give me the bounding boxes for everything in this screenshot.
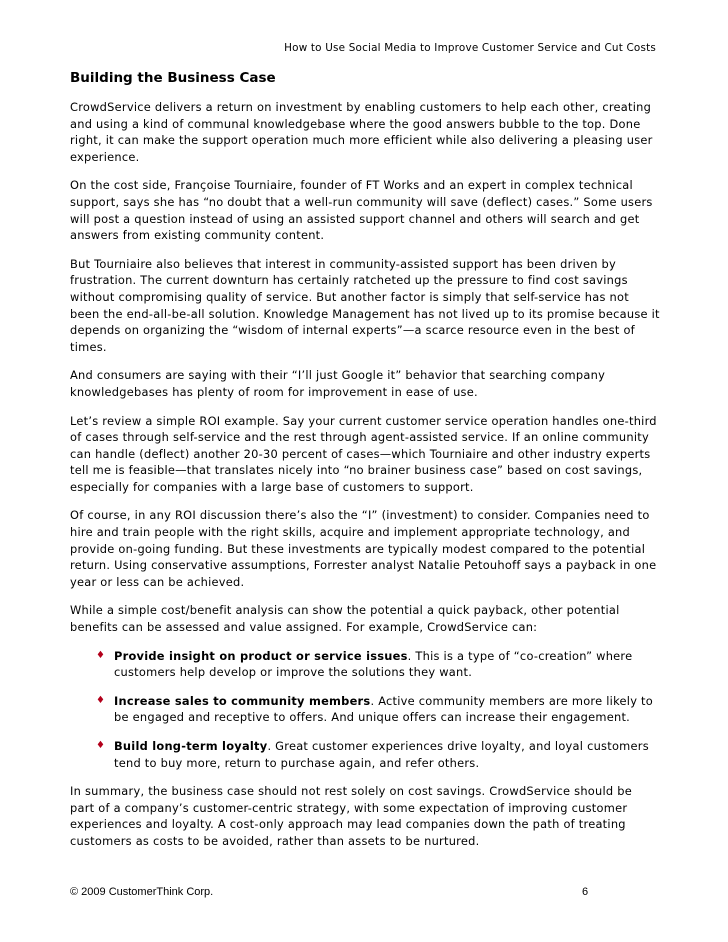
list-item (70, 648, 660, 681)
page-body (70, 68, 660, 862)
benefits-list (70, 648, 660, 772)
bullet-text: . Great customer experiences drive loyalty, and loyal customers tend to buy more, return to purchase again, and refer others. (114, 739, 649, 770)
diamond-bullet-icon: ♦ (96, 649, 106, 661)
bullet-text: . This is a type of “co-creation” where customers help develop or improve the solutions they want. (114, 648, 633, 680)
footer-page-number: 6 (582, 886, 589, 898)
paragraph-intro: CrowdService delivers a return on investment by enabling customers to help each other, creating and using a kind of communal knowledgebase where the good answers bubble to the top. Done right, it can make the support operation much more efficient while also delivering a pleasing user experience. (70, 100, 653, 164)
section-heading: Building the Business Case (70, 70, 276, 86)
paragraph-benefits-intro: While a simple cost/benefit analysis can show the potential a quick payback, other potential benefits can be assessed and value assigned. For example, CrowdService can: (70, 603, 620, 635)
bullet-lead: Increase sales to community members (114, 693, 371, 708)
paragraph-roi-example: Let’s review a simple ROI example. Say your current customer service operation handles one-third of cases through self-service and the rest through agent-assisted service. If an online community can handle (deflect) another 20-30 percent of cases—which Tourniaire and other industry experts tell me is feasible—that translates nicely into “no brainer business case” based on cost savings, especially for companies with a large base of customers to support. (70, 413, 657, 494)
bullet-lead: Build long-term loyalty (114, 739, 268, 753)
paragraph-frustration: But Tourniaire also believes that interest in community-assisted support has been driven by frustration. The current downturn has certainly ratcheted up the pressure to find cost savings without compromising quality of service. But another factor is simply that self-service has not been the end-all-be-all solution. Knowledge Management has not lived up to its promise because it depends on organizing the “wisdom of internal experts”—a scarce resource even in the best of times. (70, 256, 660, 354)
diamond-bullet-icon: ♦ (96, 694, 106, 706)
paragraph-summary: In summary, the business case should not rest solely on cost savings. CrowdService should be part of a company’s customer-centric strategy, with some expectation of improving customer experiences and loyalty. A cost-only approach may lead companies down the path of treating customers as costs to be avoided, rather than assets to be nurtured. (70, 784, 632, 848)
footer-copyright: © 2009 CustomerThink Corp. (70, 886, 214, 898)
bullet-text: . Active community members are more likely to be engaged and receptive to offers. And unique offers can increase their engagement. (114, 693, 653, 725)
paragraph-consumers: And consumers are saying with their “I’ll just Google it” behavior that searching company knowledgebases has plenty of room for improvement in ease of use. (70, 368, 606, 399)
paragraph-cost-side: On the cost side, Françoise Tourniaire, founder of FT Works and an expert in complex technical support, says she has “no doubt that a well-run community will save (deflect) cases.” Some users will post a question instead of using an assisted support channel and others will search and get answers from existing community content. (70, 178, 653, 243)
list-item (70, 693, 660, 726)
paragraph-investment: Of course, in any ROI discussion there’s also the “I” (investment) to consider. Companies need to hire and train people with the right skills, acquire and implement appropriate technology, and provide on-going funding. But these investments are typically modest compared to the potential return. Using conservative assumptions, Forrester analyst Natalie Petouhoff says a payback in one year or less can be achieved. (70, 508, 657, 589)
running-header: How to Use Social Media to Improve Customer Service and Cut Costs (284, 42, 656, 54)
diamond-bullet-icon: ♦ (96, 740, 106, 751)
list-item (70, 738, 660, 771)
bullet-lead: Provide insight on product or service issues (114, 648, 408, 663)
